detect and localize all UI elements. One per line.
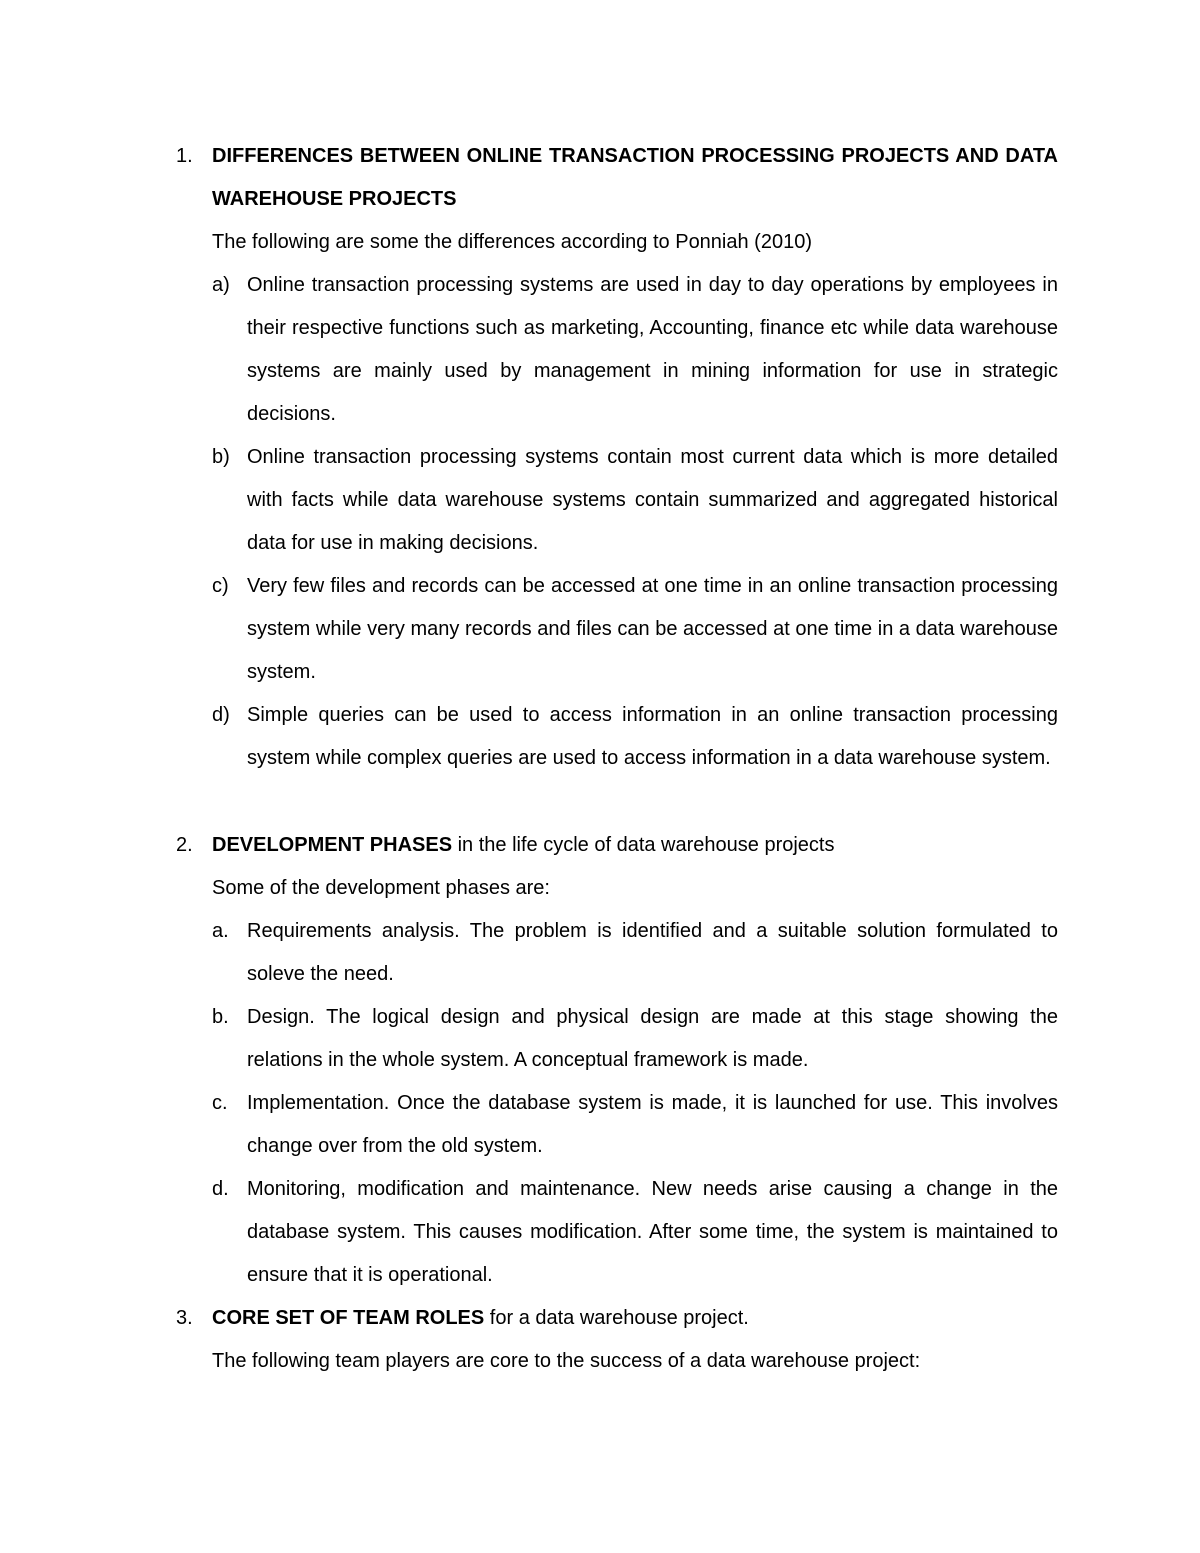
section-3	[176, 1297, 1058, 1383]
list-item	[212, 565, 1058, 694]
list-item-text: Online transaction processing systems are used in day to day operations by employees in their respective functions such as marketing, Accounting, finance etc while data warehouse systems are mainly used by management in mining information for use in strategic decisions.	[247, 274, 1058, 425]
section-heading: DIFFERENCES BETWEEN ONLINE TRANSACTION PROCESSING PROJECTS AND DATA WAREHOUSE PROJECTS	[212, 145, 1058, 210]
list-item-text: Very few files and records can be accessed at one time in an online transaction processing system while very many records and files can be accessed at one time in a data warehouse system.	[247, 575, 1058, 683]
section-intro: The following are some the differences according to Ponniah (2010)	[212, 231, 812, 253]
list-item-text: Online transaction processing systems contain most current data which is more detailed with facts while data warehouse systems contain summarized and aggregated historical data for use in making decisions.	[247, 446, 1058, 554]
list-marker: d)	[212, 704, 230, 726]
section-heading-bold: DEVELOPMENT PHASES	[212, 834, 453, 856]
list-item-text: Design. The logical design and physical design are made at this stage showing the relations in the whole system. A conceptual framework is made.	[247, 1006, 1058, 1071]
list-marker: a.	[212, 920, 229, 942]
list-item	[212, 996, 1058, 1082]
list-marker: b.	[212, 1006, 229, 1028]
difference-list	[212, 264, 1058, 780]
section-heading-rest: in the life cycle of data warehouse projects	[452, 834, 835, 856]
list-marker: c)	[212, 575, 229, 597]
section-heading	[212, 824, 1058, 867]
section-number: 2.	[176, 834, 193, 856]
list-marker: b)	[212, 446, 230, 468]
section-heading-bold: CORE SET OF TEAM ROLES	[212, 1307, 485, 1329]
list-item	[212, 264, 1058, 436]
list-item	[212, 436, 1058, 565]
section-intro: Some of the development phases are:	[212, 877, 550, 899]
section-number: 3.	[176, 1307, 193, 1329]
list-item-text: Requirements analysis. The problem is identified and a suitable solution formulated to soleve the need.	[247, 920, 1058, 985]
list-item-text: Monitoring, modification and maintenance. New needs arise causing a change in the database system. This causes modification. After some time, the system is maintained to ensure that it is operational.	[247, 1178, 1058, 1286]
section-heading-rest: for a data warehouse project.	[484, 1307, 749, 1329]
list-item	[212, 1082, 1058, 1168]
section-intro: The following team players are core to the success of a data warehouse project:	[212, 1350, 921, 1372]
list-marker: a)	[212, 274, 230, 296]
list-marker: d.	[212, 1178, 229, 1200]
list-item	[212, 910, 1058, 996]
section-number: 1.	[176, 145, 193, 167]
list-item-text: Implementation. Once the database system is made, it is launched for use. This involves change over from the old system.	[247, 1092, 1058, 1157]
section-1	[176, 135, 1058, 780]
list-item-text: Simple queries can be used to access information in an online transaction processing system while complex queries are used to access information in a data warehouse system.	[247, 704, 1058, 769]
phase-list	[212, 910, 1058, 1297]
list-marker: c.	[212, 1092, 228, 1114]
list-item	[212, 1168, 1058, 1297]
section-2	[176, 824, 1058, 1297]
list-item	[212, 694, 1058, 780]
section-heading	[212, 1297, 1058, 1340]
